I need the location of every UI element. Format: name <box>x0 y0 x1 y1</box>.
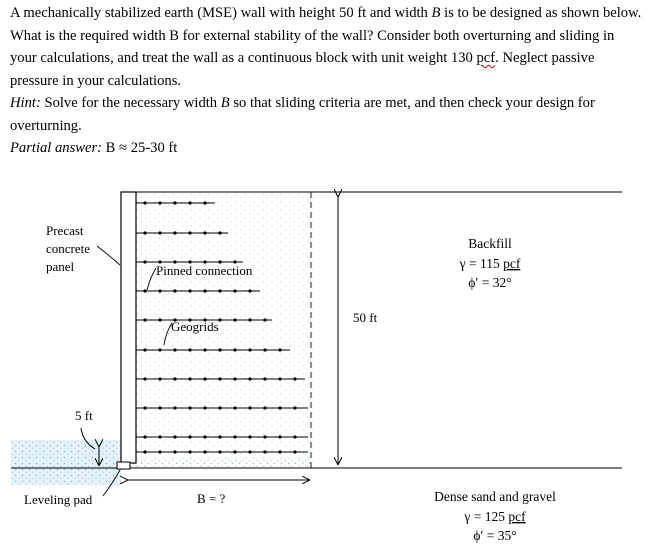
svg-text:Backfill: Backfill <box>468 236 512 251</box>
label-embedment: 5 ft <box>75 408 93 423</box>
precast-concrete-panel <box>121 192 136 463</box>
label-height: 50 ft <box>353 310 378 325</box>
foundation-properties <box>434 489 556 543</box>
svg-text:Dense sand and gravel: Dense sand and gravel <box>434 489 556 504</box>
label-geogrids: Geogrids <box>171 319 219 334</box>
svg-text:ϕ′ = 35°: ϕ′ = 35° <box>473 528 517 543</box>
leveling-pad <box>117 462 130 469</box>
svg-text:ϕ′ = 32°: ϕ′ = 32° <box>468 275 512 290</box>
svg-text:γ = 115 pcf: γ = 115 pcf <box>459 256 521 271</box>
backfill-properties <box>459 236 521 290</box>
hint-paragraph: Hint: Solve for the necessary width B so that sliding criteria are met, and then check your design for overturning. <box>10 95 595 134</box>
label-leveling-pad: Leveling pad <box>24 492 93 507</box>
label-concrete: concrete <box>46 241 91 256</box>
partial-answer: Partial answer: B ≈ 25-30 ft <box>10 140 178 156</box>
label-pinned-connection: Pinned connection <box>156 263 253 278</box>
svg-text:γ = 125 pcf: γ = 125 pcf <box>464 509 526 524</box>
label-width-b: B = ? <box>197 491 226 506</box>
problem-paragraph: A mechanically stabilized earth (MSE) wall with height 50 ft and width B is to be designed as shown below. What is the required width B for external stability of the wall? Consider both overturning and sliding in your calculations, and treat the wall as a continuous block with unit weight 130 pcf. Neglect passive pressure in your calculations. <box>10 5 642 89</box>
label-panel: panel <box>46 259 75 274</box>
label-precast: Precast <box>46 223 84 238</box>
